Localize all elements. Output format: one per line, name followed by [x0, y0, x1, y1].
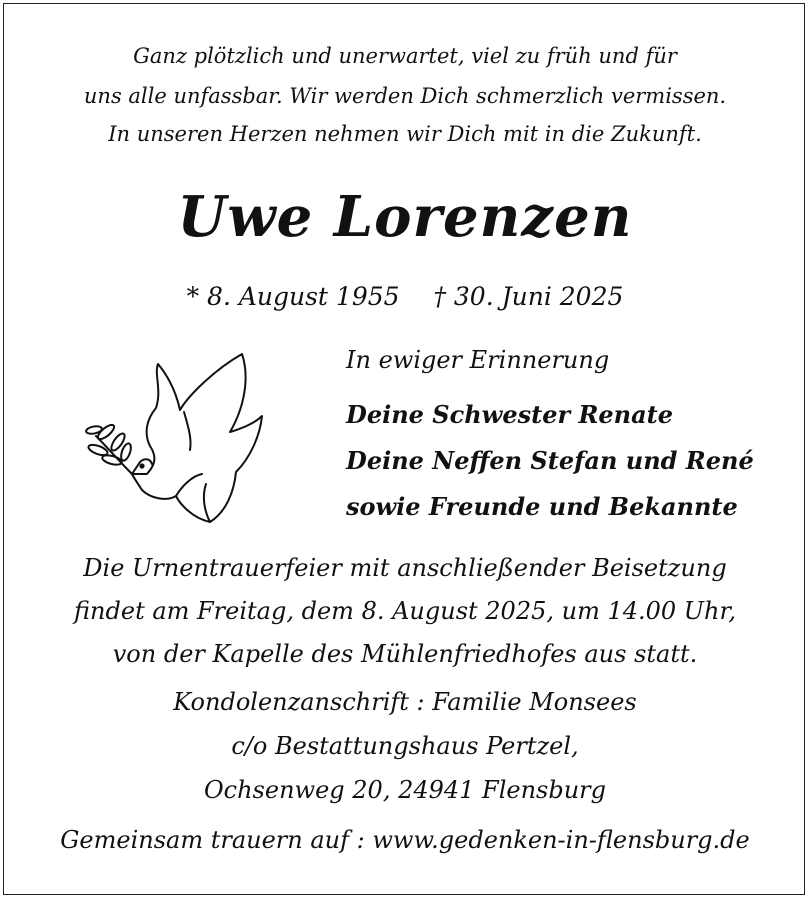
- birth-date: * 8. August 1955: [186, 282, 400, 311]
- deceased-name: Uwe Lorenzen: [177, 184, 633, 250]
- ceremony-line-3: von der Kapelle des Mühlenfriedhofes aus statt.: [112, 640, 698, 668]
- memorial-website: Gemeinsam trauern auf : www.gedenken-in-flensburg.de: [60, 826, 750, 854]
- ceremony-line-2: findet am Freitag, dem 8. August 2025, um 14.00 Uhr,: [74, 597, 736, 625]
- contact-line-2: c/o Bestattungshaus Pertzel,: [231, 732, 579, 760]
- life-dates: [0, 282, 810, 311]
- intro-line-1: Ganz plötzlich und unerwartet, viel zu früh und für: [133, 44, 677, 68]
- contact-line-1: Kondolenzanschrift : Familie Monsees: [173, 688, 637, 716]
- intro-line-2: uns alle unfassbar. Wir werden Dich schmerzlich vermissen.: [83, 84, 727, 108]
- mourner-line-2: Deine Neffen Stefan und René: [346, 446, 754, 475]
- intro-line-3: In unseren Herzen nehmen wir Dich mit in die Zukunft.: [108, 122, 702, 146]
- mourner-line-3: sowie Freunde und Bekannte: [346, 492, 738, 521]
- death-date: † 30. Juni 2025: [433, 282, 624, 311]
- mourner-line-1: Deine Schwester Renate: [346, 400, 674, 429]
- dove-with-olive-branch-icon: [84, 346, 269, 526]
- ceremony-line-1: Die Urnentrauerfeier mit anschließender Beisetzung: [83, 554, 727, 582]
- contact-line-3: Ochsenweg 20, 24941 Flensburg: [203, 776, 607, 804]
- memory-line: In ewiger Erinnerung: [346, 346, 610, 374]
